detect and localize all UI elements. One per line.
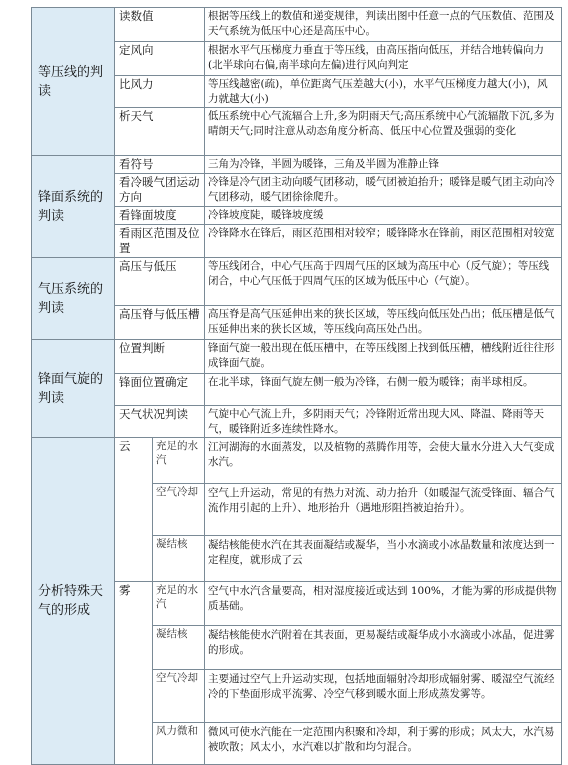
row-desc: 根据等压线上的数值和递变规律，判读出图中任意一点的气压数值、范围及天气系统为低压中心还是高压中心。 [205,8,562,42]
row-label: 天气状况判读 [115,406,205,438]
factor-desc: 凝结核能使水汽在其表面凝结或凝华，当小水滴或小冰晶数量和浓度达到一定程度，就形成了云 [205,536,562,582]
row-desc: 在北半球，锋面气旋左侧一般为冷锋，右侧一般为暖锋；南半球相反。 [205,374,562,406]
row-label: 高压与低压 [115,258,205,306]
row-label: 锋面位置确定 [115,374,205,406]
category-cyclone: 锋面气旋的判读 [32,340,115,438]
row-label: 读数值 [115,8,205,42]
row-label: 定风向 [115,42,205,76]
row-desc: 冷锋降水在锋后，雨区范围相对较窄；暖锋降水在锋前，雨区范围相对较宽 [205,225,562,258]
row-desc: 冷锋坡度陡，暖锋坡度缓 [205,207,562,225]
table-row [32,156,562,174]
row-label: 比风力 [115,76,205,108]
category-front: 锋面系统的判读 [32,156,115,258]
row-desc: 冷锋是冷气团主动向暖气团移动，暖气团被迫抬升；暖锋是暖气团主动向冷气团移动，暖气团徐徐爬升。 [205,174,562,207]
factor-label: 凝结核 [153,626,205,670]
row-label: 看雨区范围及位置 [115,225,205,258]
table-row [32,340,562,374]
row-desc: 高压脊是高气压延伸出来的狭长区域，等压线向低压处凸出；低压槽是低气压延伸出来的狭长区域，等压线向高压处凸出。 [205,306,562,340]
category-pressure: 气压系统的判读 [32,258,115,340]
row-desc: 低压系统中心气流辐合上升,多为阴雨天气;高压系统中心气流辐散下沉,多为晴朗天气;同时注意从动态角度分析高、低压中心位置及强弱的变化 [205,108,562,156]
row-desc: 锋面气旋一般出现在低压槽中，在等压线图上找到低压槽，槽线附近往往形成锋面气旋。 [205,340,562,374]
weather-type-fog: 雾 [115,582,153,765]
row-label: 看符号 [115,156,205,174]
row-desc: 三角为冷锋，半圆为暖锋，三角及半圆为准静止锋 [205,156,562,174]
category-isobar: 等压线的判读 [32,8,115,156]
factor-desc: 空气中水汽含量要高，相对湿度接近或达到 100%，才能为雾的形成提供物质基础。 [205,582,562,626]
table-row [32,258,562,306]
weather-type-cloud: 云 [115,438,153,582]
factor-desc: 主要通过空气上升运动实现，包括地面辐射冷却形成辐射雾、暖湿空气流经冷的下垫面形成平流雾、冷空气移到暖水面上形成蒸发雾等。 [205,670,562,723]
row-desc: 气旋中心气流上升，多阴雨天气；冷锋附近常出现大风、降温、降雨等天气，暖锋附近多连续性降水。 [205,406,562,438]
factor-label: 充足的水汽 [153,582,205,626]
row-label: 高压脊与低压槽 [115,306,205,340]
geography-summary-table-wrap [31,7,561,765]
row-label: 看锋面坡度 [115,207,205,225]
category-weather: 分析特殊天气的形成 [32,438,115,765]
table-row [32,8,562,42]
row-desc: 根据水平气压梯度力垂直于等压线，由高压指向低压，并结合地转偏向力(北半球向右偏,南半球向左偏)进行风向判定 [205,42,562,76]
row-label: 位置判断 [115,340,205,374]
factor-label: 风力微和 [153,723,205,765]
factor-label: 凝结核 [153,536,205,582]
table-row [32,438,562,484]
factor-label: 空气冷却 [153,484,205,536]
row-label: 看冷暖气团运动方向 [115,174,205,207]
geography-summary-table [31,7,562,765]
factor-desc: 微风可使水汽能在一定范围内积聚和冷却，利于雾的形成；风太大，水汽易被吹散；风太小，水汽难以扩散和均匀混合。 [205,723,562,765]
row-label: 析天气 [115,108,205,156]
row-desc: 等压线越密(疏)，单位距离气压差越大(小)，水平气压梯度力越大(小)，风力就越大(小) [205,76,562,108]
factor-desc: 凝结核能使水汽附着在其表面，更易凝结或凝华成小水滴或小冰晶，促进雾的形成。 [205,626,562,670]
factor-desc: 江河湖海的水面蒸发，以及植物的蒸腾作用等，会使大量水分进入大气变成水汽。 [205,438,562,484]
factor-desc: 空气上升运动，常见的有热力对流、动力抬升（如暖湿气流受锋面、辐合气流作用引起的上升）、地形抬升（遇地形阻挡被迫抬升）。 [205,484,562,536]
factor-label: 充足的水汽 [153,438,205,484]
row-desc: 等压线闭合，中心气压高于四周气压的区域为高压中心（反气旋）；等压线闭合，中心气压低于四周气压的区域为低压中心（气旋）。 [205,258,562,306]
factor-label: 空气冷却 [153,670,205,723]
